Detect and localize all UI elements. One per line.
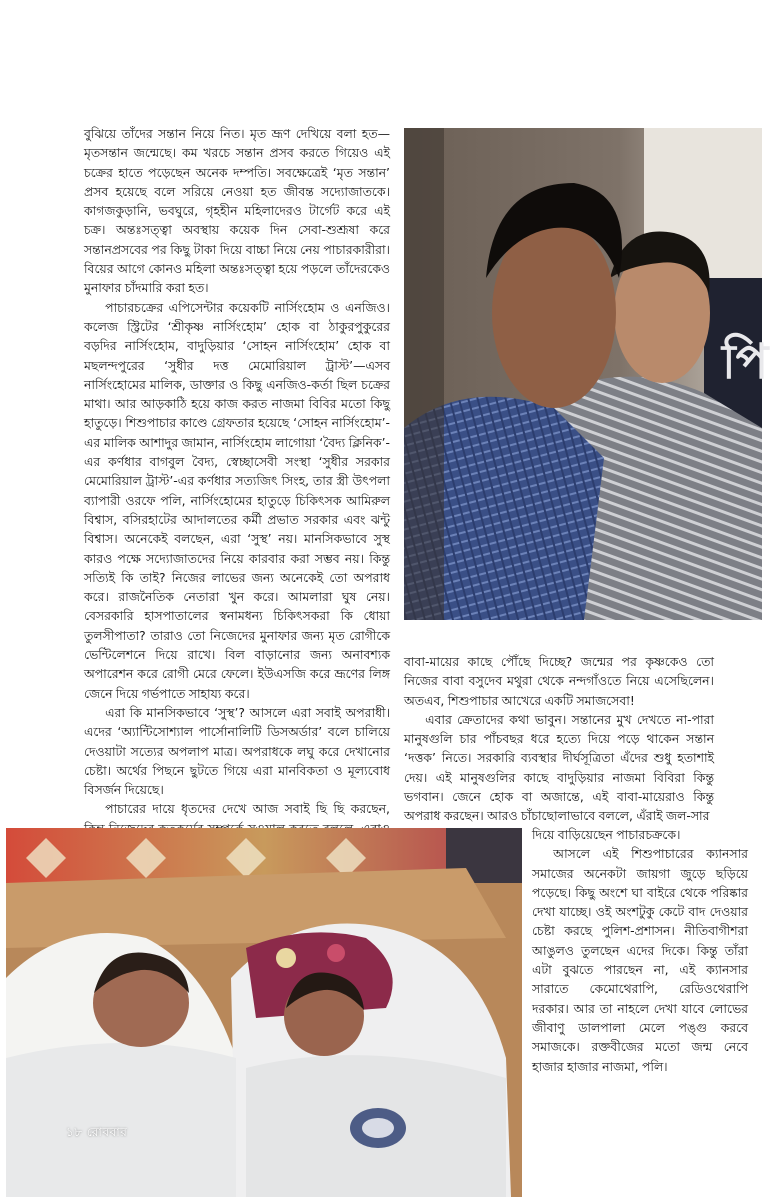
- paragraph: পাচারের দায়ে ধৃতদের দেখে আজ সবাই ছি ছি করছেন,: [105, 801, 390, 817]
- page-number: ১৮: [66, 1125, 83, 1139]
- paragraph: আসলে এই শিশুপাচারের ক্যানসার সমাজের অনেকটা জায়গা জুড়ে ছড়িয়ে পড়েছে। কিছু অংশে ঘা বাইরে থেকে পরিষ্কার দেখা যাচ্ছে। ওই অংশটুকু কেটে বাদ দেওয়ার চেষ্টা করছে পুলিশ-প্রশাসন। নীতিবাগীশরা আঙুলও তুলছেন এদের দিকে। কিন্তু তাঁরা এটা বুঝতে পারছেন না, এই ক্যানসার সারাতে কেমোথেরাপি, রেডিওথেরাপি দরকার। আর তা নাহলে দেখা যাবে লোভের জীবাণু ডালপালা মেলে পঙ্গু করবে সমাজকে। রক্তবীজের মতো জন্ম নেবে হাজার হাজার নাজমা, পলি।: [532, 846, 748, 1074]
- page-footer: [66, 1124, 127, 1144]
- arrest-photo: [404, 128, 769, 620]
- paragraph: দিয়ে বাড়িয়েছেন পাচারচক্রকে।: [532, 827, 681, 842]
- article-column-right: [532, 825, 748, 1076]
- paragraph: এরা কি মানসিকভাবে ‘সুস্থ’? আসলে এরা সবাই অপরাধী। এদের ‘অ্যান্টিসোশ্যাল পার্সোনালিটি ডিসঅর্ডার’ বলে চালিয়ে দেওয়াটা সত্যের অপলাপ মাত্র। অপরাধকে লঘু করে দেখানোর চেষ্টা। অর্থের পিছনে ছুটতে গিয়ে এরা মানবিকতা ও মূল্যবোধ বিসর্জন দিয়েছে।: [84, 704, 390, 798]
- article-column-left: [84, 124, 390, 896]
- paragraph: বাবা-মায়ের কাছে পৌঁছে দিচ্ছে? জন্মের পর কৃষ্ণকেও তো নিজের বাবা বসুদেব মথুরা থেকে নন্দগাঁওতে নিয়ে এসেছিলেন। অতএব, শিশুপাচার আখেরে একটি সমাজসেবা!: [404, 654, 714, 708]
- article-column-middle: [404, 652, 714, 826]
- police-sign-text: পি: [722, 334, 769, 390]
- arrest-photo-illustration: [404, 128, 769, 620]
- paragraph: এবার ক্রেতাদের কথা ভাবুন। সন্তানের মুখ দেখতে না-পারা মানুষগুলি চার পাঁচবছর ধরে হত্যে দিয়ে পড়ে থাকেন সন্তান ‘দত্তক’ নিতে। সরকারি ব্যবস্থার দীর্ঘসূত্রিতা এঁদের শুধু হতাশাই দেয়। এই মানুষগুলির কাছে বাদুড়িয়ার নাজমা বিবিরা কিন্তু ভগবান। জেনে হোক বা অজান্তে, এই বাবা-মায়েরাও কিন্তু অপরাধ করছেন। আরও চাঁচাছোলাভাবে বললে, এঁরাই জল-সার: [404, 711, 714, 824]
- paragraph: পাচারচক্রের এপিসেন্টার কয়েকটি নার্সিংহোম ও এনজিও। কলেজ স্ট্রিটের ‘শ্রীকৃষ্ণ নার্সিংহোম’ হোক বা ঠাকুরপুকুরের বড়দির নার্সিংহোম, বাদুড়িয়ার ‘সোহন নার্সিংহোম’ হোক বা মছলন্দপুরের ‘সুধীর দত্ত মেমোরিয়াল ট্রাস্ট’—এসব নার্সিংহোমের মালিক, ডাক্তার ও কিছু এনজিও-কর্তা ছিল চক্রের মাথা। আর আড়কাঠি হয়ে কাজ করত নাজমা বিবির মতো কিছু হাতুড়ে। শিশুপাচার কাণ্ডে গ্রেফতার হয়েছে ‘সোহন নার্সিংহোম’-এর মালিক আশাদুর জামান, নার্সিংহোম লাগোয়া ‘বৈদ্য ক্লিনিক’-এর কর্ণধার বাগবুল বৈদ্য, স্বেচ্ছাসেবী সংস্থা ‘সুধীর সরকার মেমোরিয়াল ট্রাস্ট’-এর কর্ণধার সত্যজিৎ সিংহ, তার স্ত্রী উৎপলা ব্যাপারী ওরফে পলি, নার্সিংহোমের হাতুড়ে চিকিৎসক আমিরুল বিশ্বাস, বসিরহাটের আদালতের কর্মী প্রভাত সরকার এবং ঝন্টু বিশ্বাস। অনেকেই বলছেন, এরা ‘সুস্থ’ নয়। মানসিকভাবে সুস্থ কারও পক্ষে সদ্যোজাতদের নিয়ে কারবার করা সম্ভব নয়। কিন্তু সত্যিই কি তাই? নিজের লাভের জন্য অনেকেই তো অপরাধ করে। রাজনৈতিক নেতারা খুন করে। আমলারা ঘুষ নেয়। বেসরকারি হাসপাতালের স্বনামধন্য চিকিৎসকরা কি ধোয়া তুলসীপাতা? তারাও তো নিজেদের মুনাফার জন্য মৃত রোগীকে ভেন্টিলেশনে দিয়ে রাখে। বিল বাড়ানোর জন্য অনাবশ্যক অপারেশন করে রোগী মেরে ফেলে। ইউএসজি করে ভ্রূণের লিঙ্গ জেনে দিয়ে গর্ভপাতে সাহায্য করে।: [84, 299, 390, 701]
- magazine-name: রোববার: [86, 1125, 128, 1139]
- paragraph: বুঝিয়ে তাঁদের সন্তান নিয়ে নিত। মৃত ভ্রূণ দেখিয়ে বলা হত—মৃতসন্তান জন্মেছে। কম খরচে সন্তান প্রসব করতে গিয়েও এই চক্রের হাতে পড়েছেন অনেক দম্পতি। সবক্ষেত্রেই ‘মৃত সন্তান’ প্রসব হয়েছে বলে সরিয়ে নেওয়া হত জীবন্ত সদ্যোজাতকে। কাগজকুড়ানি, ভবঘুরে, গৃহহীন মহিলাদেরও টার্গেট করে এই চক্র। অন্তঃসত্ত্বা অবস্থায় কয়েক দিন সেবা-শুশ্রূষা করে সন্তানপ্রসবের পর কিছু টাকা দিয়ে বাচ্চা নিয়ে নেয় পাচারকারীরা। বিয়ের আগে কোনও মহিলা অন্তঃসত্ত্বা হয়ে পড়লে তাঁদেরকেও মুনাফার চাঁদমারি করা হত।: [84, 126, 390, 296]
